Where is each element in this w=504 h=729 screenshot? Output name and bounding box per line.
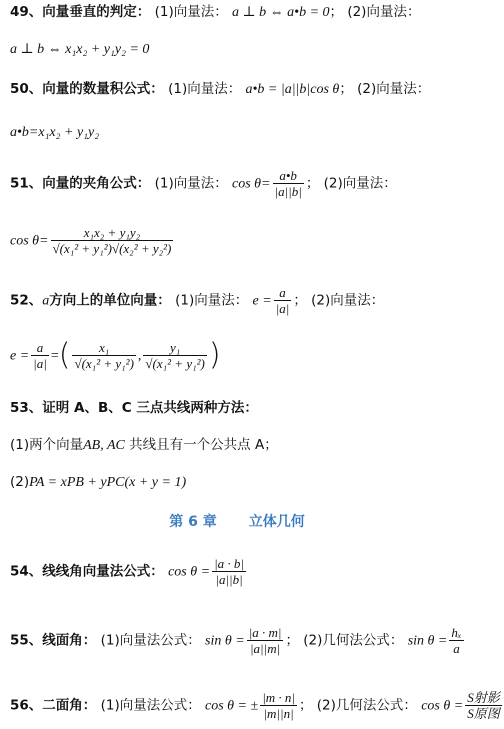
fraction [273,168,304,199]
numerator: a [274,285,292,301]
right-paren: ) [208,337,221,373]
item-51-formula2 [10,225,175,256]
fraction [143,340,206,371]
item-53-method1 [10,436,278,455]
numerator: x₁x₂ + y₁y₂ [51,225,174,241]
formula-lhs: cos θ = [168,564,211,580]
denominator: a [453,641,460,656]
item-50-formula2: a•b=x₁x₂ + y₁y₂ [10,125,100,140]
chapter-heading [0,511,474,531]
item-number: 49、 [10,4,43,20]
denominator: |m||n| [263,706,294,721]
fraction [31,340,49,371]
method-label: (2)向量法： [347,4,421,20]
item-number: 53、 [10,400,43,416]
item-55-line1 [10,625,466,656]
formula-lhs: e = [252,293,272,309]
numerator: a [31,340,49,356]
item-title: 证明 A、B、C 三点共线两种方法： [42,400,258,416]
denominator: |a||m| [249,641,281,656]
item-56-line1 [10,690,504,721]
fraction [449,625,463,656]
formula: a ⊥ b ⇔ a•b = 0 [232,5,330,20]
item-number: 55、 [10,632,43,649]
item-title: 二面角： [42,697,97,714]
item-54-line1 [10,556,248,587]
numerator: S射影 [467,690,500,705]
formula-lhs: cos θ = ± [205,698,259,714]
numerator: |m · n| [262,690,295,705]
item-number: 54、 [10,563,43,580]
formula: AB, AC [83,438,125,453]
denominator: |a||b| [274,184,302,199]
method-tail: 共线且有一个公共点 A； [129,437,278,453]
formula-lhs: e = [10,348,30,364]
chapter-label: 第 6 章 [169,514,217,530]
item-title: 线线角向量法公式： [42,563,164,580]
formula-lhs: cos θ= [232,176,271,192]
method-label: (1)两个向量 [10,437,84,453]
item-title: 线面角： [42,632,97,649]
method-label: (2)向量法： [357,81,431,97]
item-49-line1 [10,3,420,22]
method-label: (2) [10,474,30,490]
numerator: x₁ [72,340,135,356]
formula-lhs: sin θ = [205,633,245,649]
method-label: (1)向量法： [154,175,228,192]
numerator: a•b [273,168,304,184]
left-paren: ( [58,337,71,373]
separator: ； [305,175,320,192]
fraction [274,285,292,316]
denominator: √(x₁² + y₁²)√(x₂² + y₂²) [52,241,172,256]
item-number: 51、 [10,175,43,192]
chapter-title: 立体几何 [248,514,305,530]
formula-lhs: sin θ = [407,633,448,649]
item-52-formula2 [10,337,221,373]
item-52-line1 [10,285,384,316]
item-title: 方向上的单位向量： [49,292,171,309]
item-number: 50、 [10,81,43,97]
numerator: hₓ [451,625,462,640]
separator: ； [339,81,353,97]
method-label: (1)向量法： [154,4,228,20]
item-53-line1 [10,399,258,417]
numerator: |a · m| [248,625,282,640]
item-49-formula2: a ⊥ b ⇔ x₁x₂ + y₁y₂ = 0 [10,42,150,57]
formula: a•b = |a||b|cos θ [245,82,340,97]
denominator: S原图 [467,706,500,721]
separator: ； [298,697,313,714]
denominator: |a||b| [215,572,243,587]
title-variable: a [42,293,50,309]
fraction [72,340,135,371]
method-label: (2)向量法： [311,292,385,309]
item-title: 向量的数量积公式： [42,81,164,97]
method-label: (2)几何法公式： [303,632,404,649]
denominator: |a| [33,356,47,371]
numerator: |a · b| [214,556,244,571]
fraction [465,690,502,721]
method-label: (2)几何法公式： [316,697,417,714]
denominator: |a| [275,301,290,316]
separator: ； [293,292,307,309]
separator: ； [285,632,299,649]
equals-sign: = [50,348,59,364]
method-label: (1)向量法： [168,81,242,97]
method-label: (1)向量法公式： [100,632,201,649]
fraction [247,625,284,656]
numerator: y₁ [143,340,206,356]
item-number: 56、 [10,697,43,714]
item-number: 52、 [10,292,43,309]
method-label: (2)向量法： [323,175,397,192]
method-label: (1)向量法： [175,292,249,309]
fraction [260,690,297,721]
item-title: 向量垂直的判定： [42,4,151,20]
denominator: √(x₁² + y₁²) [145,356,205,371]
formula: PA = xPB + yPC(x + y = 1) [29,475,187,490]
item-50-line1 [10,80,430,99]
fraction [212,556,246,587]
item-53-method2 [10,473,186,492]
item-title: 向量的夹角公式： [42,175,151,192]
item-51-line1 [10,168,397,199]
formula-lhs: cos θ = [421,698,464,714]
comma: , [137,348,142,364]
formula-lhs: cos θ= [10,233,49,249]
method-label: (1)向量法公式： [100,697,201,714]
fraction [51,225,174,256]
denominator: √(x₁² + y₁²) [74,356,134,371]
separator: ； [329,4,344,20]
